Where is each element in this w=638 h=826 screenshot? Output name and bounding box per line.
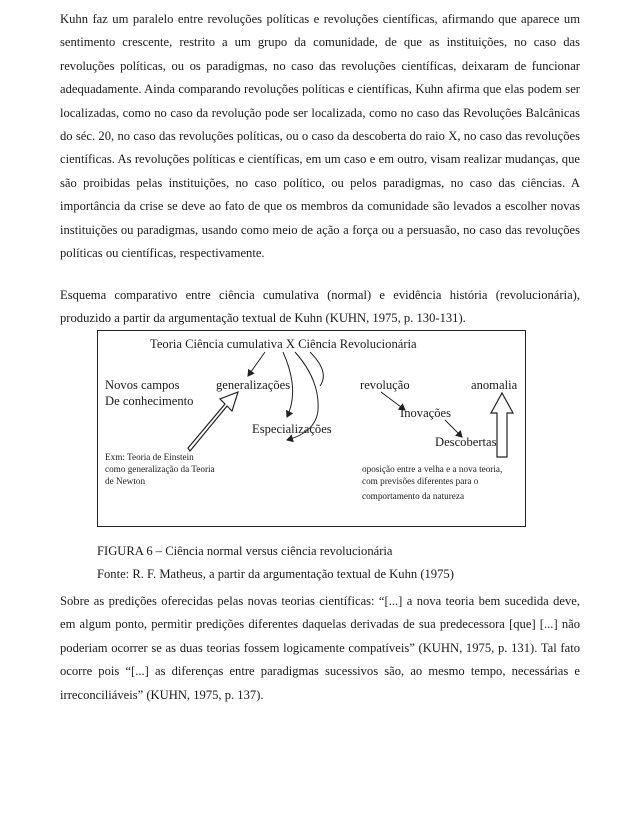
paragraph-kuhn-revolutions: Kuhn faz um paralelo entre revoluções políticas e revoluções científicas, afirmando que aparece um sentimento crescente, restrito a um grupo da comunidade, de que as instituições, no caso das revoluções políticas, ou os paradigmas, no caso das revoluções científicas, deixaram de funcionar adequadamente. Ainda comparando revoluções políticas e científicas, Kuhn afirma que elas podem ser localizadas, como no caso da revolução pode ser localizada, como no caso das Revoluções Balcânicas do séc. 20, no caso das revoluções políticas, ou o caso da descoberta do raio X, no caso das revoluções científicas. As revoluções políticas e científicas, em um caso e em outro, visam realizar mudanças, que são proibidas pelas instituições, no caso político, ou pelos paradigmas, no caso das ciências. A importância da crise se deve ao fato de que os membros da comunidade são levados a escolher novas instituições ou paradigmas, usando como meio de ação a força ou a persuasão, no caso das revoluções políticas ou científicas, respectivamente. — [60, 12, 580, 261]
label-generalizacoes: generalizações — [216, 378, 291, 392]
diagram-title: Teoria Ciência cumulativa X Ciência Revolucionária — [150, 337, 417, 351]
opposition-line-1: oposição entre a velha e a nova teoria, — [362, 464, 503, 474]
arrow-title-to-novos-campos — [310, 352, 323, 386]
paragraph-predictions: Sobre as predições oferecidas pelas novas teorias científicas: “[...] a nova teoria bem sucedida deve, em algum ponto, permitir predições diferentes daquelas derivadas de sua predecessora [que] [...] não poderiam ocorrer se as duas teorias fossem logicamente compatíveis” (KUHN, 1975, p. 131). Tal fato ocorre pois “[...] as diferenças entre paradigmas sucessivos são, ao mesmo tempo, necessárias e irreconciliáveis” (KUHN, 1975, p. 137). — [60, 594, 580, 702]
opposition-line-2: com previsões diferentes para o — [362, 476, 479, 486]
label-inovacoes: Inovações — [400, 406, 452, 420]
arrow-title-to-generalizacoes — [248, 352, 265, 376]
figure-source: Fonte: R. F. Matheus, a partir da argumentação textual de Kuhn (1975) — [97, 567, 454, 581]
label-especializacoes: Especializações — [252, 422, 332, 436]
example-line-3: de Newton — [105, 476, 146, 486]
example-line-1: Exm: Teoria de Einstein — [105, 452, 194, 462]
label-de-conhecimento: De conhecimento — [105, 394, 194, 408]
label-anomalia: anomalia — [471, 378, 518, 392]
example-line-2: como generalização da Teoria — [105, 464, 215, 474]
paragraph-scheme-intro: Esquema comparativo entre ciência cumulativa (normal) e evidência história (revolucionária), produzido a partir da argumentação textual de Kuhn (KUHN, 1975, p. 130-131). — [60, 288, 580, 326]
figure-caption: FIGURA 6 – Ciência normal versus ciência revolucionária — [97, 544, 393, 558]
label-novos-campos: Novos campos — [105, 378, 180, 392]
label-revolucao: revolução — [360, 378, 410, 392]
hollow-arrow-generalizacoes — [188, 392, 238, 451]
opposition-line-3: comportamento da natureza — [362, 491, 465, 501]
label-descobertas: Descobertas — [435, 435, 497, 449]
